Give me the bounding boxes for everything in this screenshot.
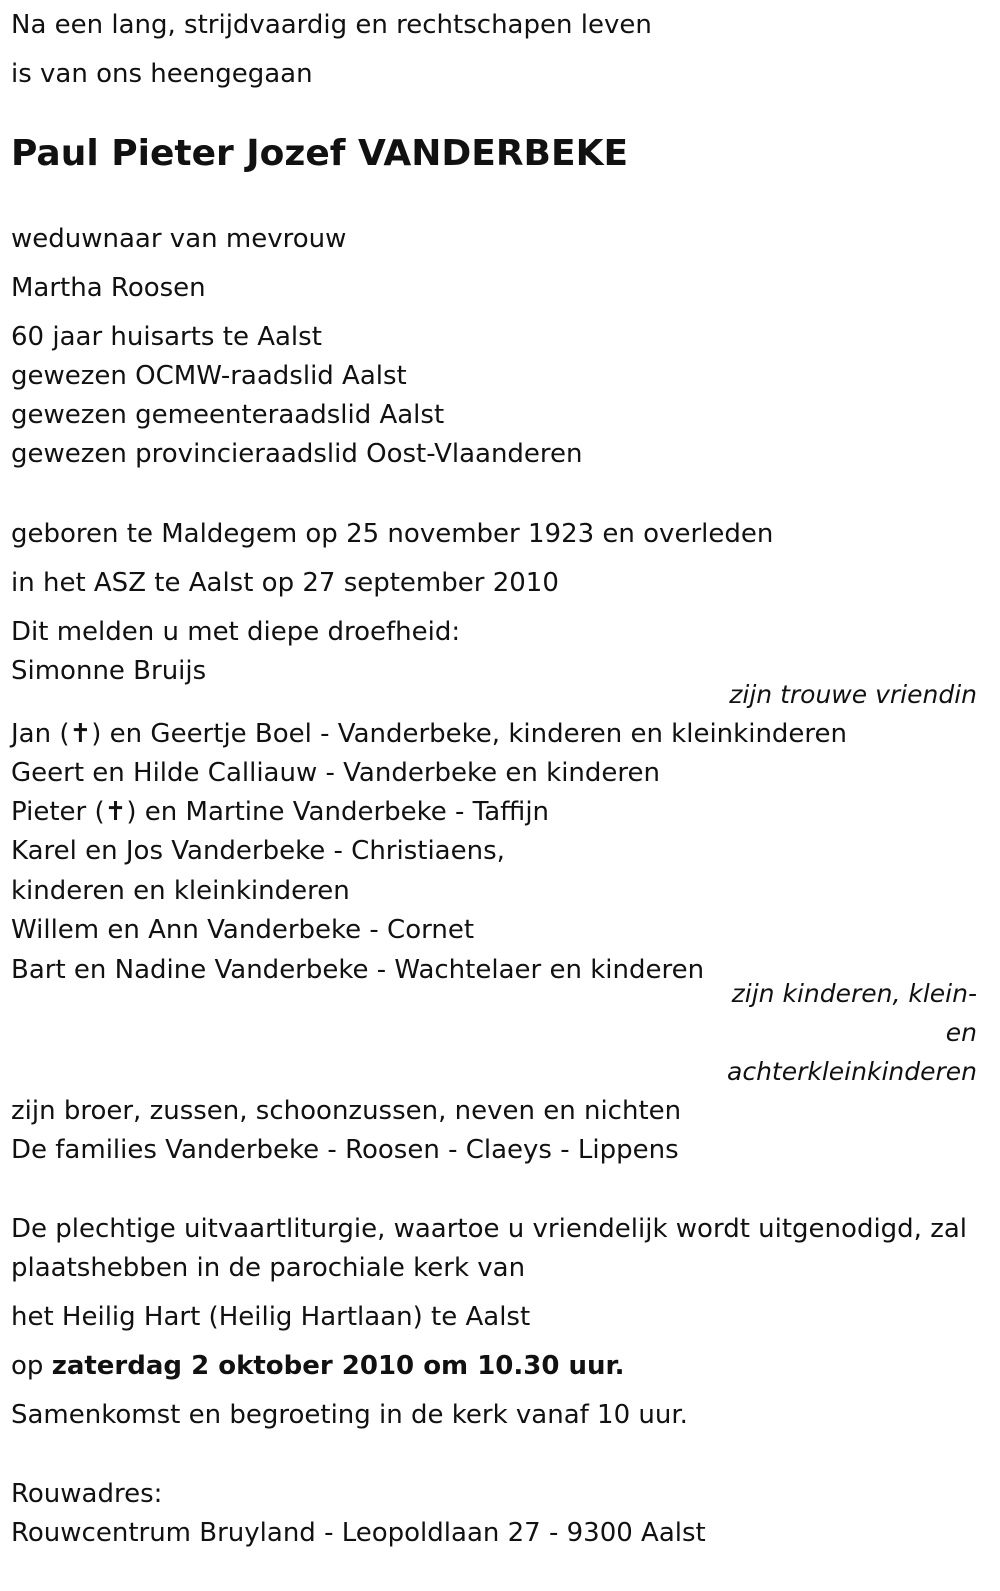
funeral-date-prefix: op [11, 1351, 44, 1381]
career-line: 60 jaar huisarts te Aalst [11, 322, 322, 352]
career-line: gewezen OCMW-raadslid Aalst [11, 361, 407, 391]
child-line: kinderen en kleinkinderen [11, 876, 350, 906]
children-role-line: achterkleinkinderen [727, 1057, 977, 1086]
career-line: gewezen gemeenteraadslid Aalst [11, 400, 445, 430]
child-line: Bart en Nadine Vanderbeke - Wachtelaer en kinderen [11, 955, 705, 985]
address-value: Rouwcentrum Bruyland - Leopoldlaan 27 - 9300 Aalst [11, 1518, 706, 1548]
birth-death-line-1: geboren te Maldegem op 25 november 1923 en overleden [11, 519, 774, 549]
address-label: Rouwadres: [11, 1479, 163, 1509]
gathering-line: Samenkomst en begroeting in de kerk vanaf 10 uur. [11, 1400, 688, 1430]
spouse-name: Martha Roosen [11, 273, 206, 303]
child-line: Willem en Ann Vanderbeke - Cornet [11, 915, 475, 945]
child-line: Geert en Hilde Calliauw - Vanderbeke en kinderen [11, 758, 660, 788]
deceased-name: Paul Pieter Jozef VANDERBEKE [11, 133, 629, 174]
funeral-line-2: plaatshebben in de parochiale kerk van [11, 1253, 526, 1283]
child-line: Jan (✝) en Geertje Boel - Vanderbeke, kinderen en kleinkinderen [11, 719, 848, 749]
relatives-line: zijn broer, zussen, schoonzussen, neven en nichten [11, 1096, 682, 1126]
friend-role: zijn trouwe vriendin [729, 680, 977, 709]
child-line: Karel en Jos Vanderbeke - Christiaens, [11, 836, 505, 866]
children-role-line: zijn kinderen, klein- [731, 979, 977, 1008]
funeral-date-line [11, 1349, 625, 1383]
friend-name: Simonne Bruijs [11, 656, 207, 686]
career-line: gewezen provincieraadslid Oost-Vlaanderen [11, 439, 583, 469]
intro-line-1: Na een lang, strijdvaardig en rechtschapen leven [11, 10, 652, 40]
funeral-datetime: zaterdag 2 oktober 2010 om 10.30 uur. [51, 1351, 625, 1381]
funeral-line-1: De plechtige uitvaartliturgie, waartoe u vriendelijk wordt uitgenodigd, zal [11, 1214, 968, 1244]
announcement-intro: Dit melden u met diepe droefheid: [11, 617, 461, 647]
birth-death-line-2: in het ASZ te Aalst op 27 september 2010 [11, 568, 559, 598]
child-line: Pieter (✝) en Martine Vanderbeke - Taffijn [11, 797, 550, 827]
intro-line-2: is van ons heengegaan [11, 59, 313, 89]
relatives-line: De families Vanderbeke - Roosen - Claeys - Lippens [11, 1135, 679, 1165]
church-line: het Heilig Hart (Heilig Hartlaan) te Aalst [11, 1302, 531, 1332]
children-role-line: en [945, 1018, 977, 1047]
widower-line: weduwnaar van mevrouw [11, 224, 347, 254]
